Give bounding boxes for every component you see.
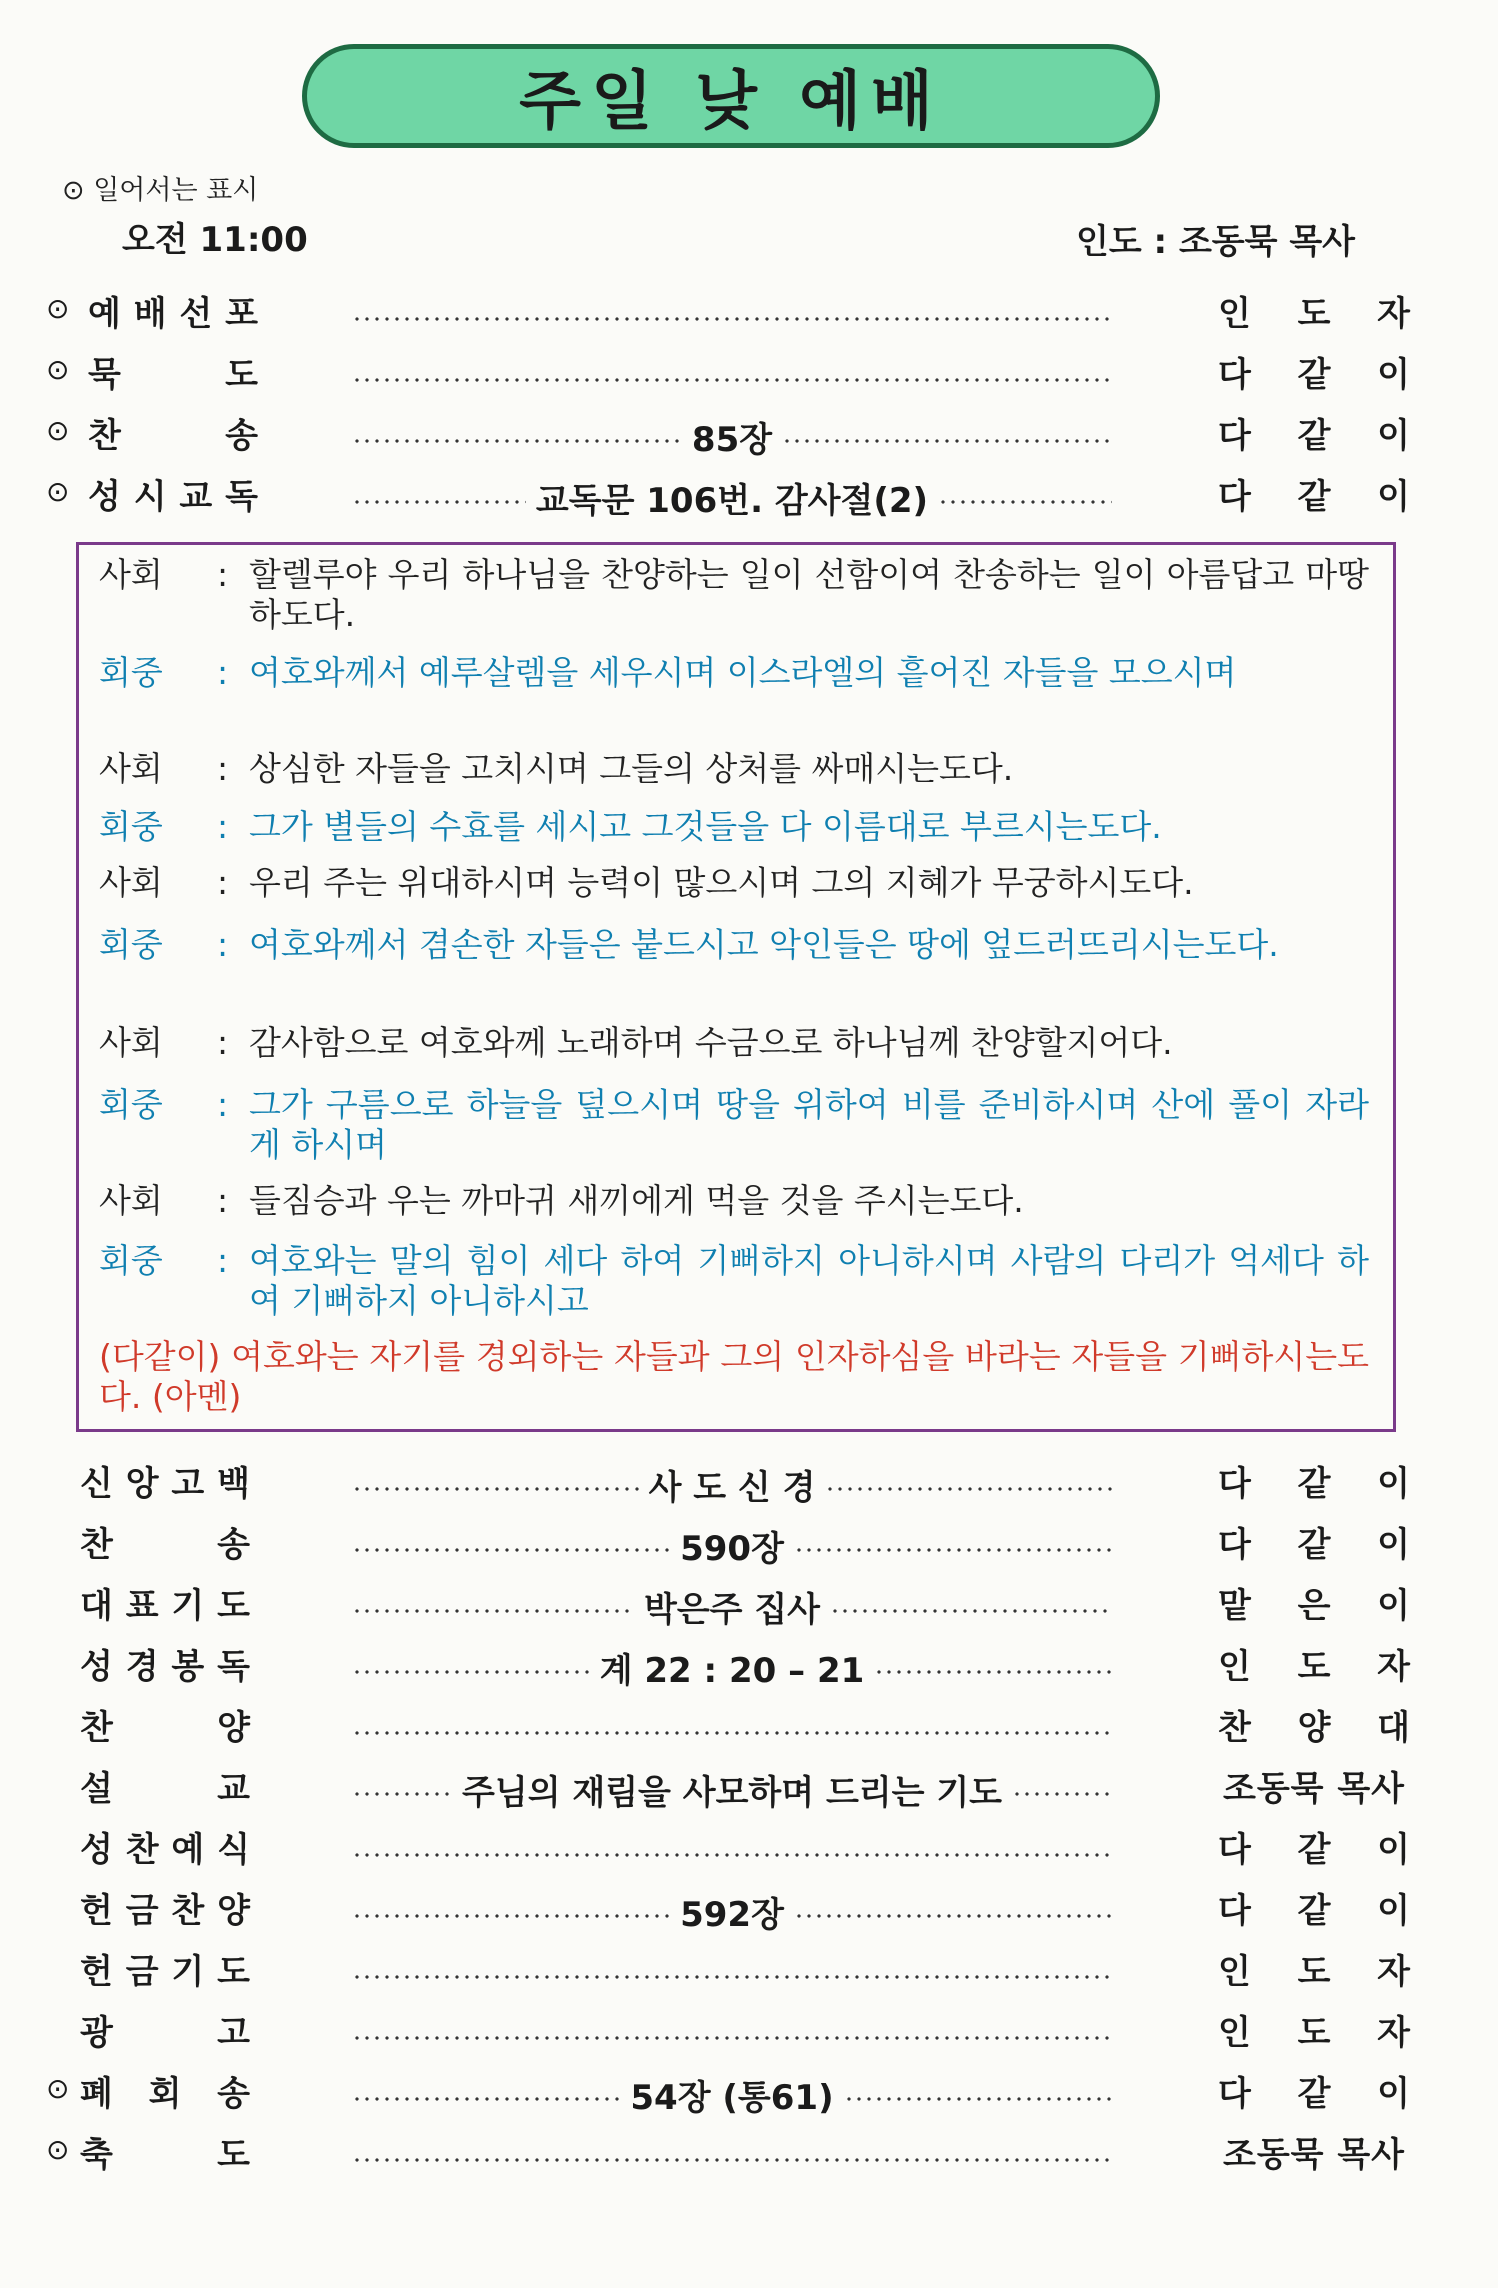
reading-colon: : [217,653,229,692]
dot-leader [352,2097,620,2101]
dot-leader [1012,1792,1112,1796]
dot-leader [352,2158,1112,2162]
title-banner [302,44,1160,148]
reading-text: 할렐루야 우리 하나님을 찬양하는 일이 선함이여 찬송하는 일이 아름답고 마땅하도다. [249,555,1369,634]
order-detail-text: 박은주 집사 [643,1589,821,1630]
standing-mark-icon: ⊙ [46,2072,70,2105]
order-responsible: 인 도 자 [1218,1647,1410,1687]
dot-leader [352,1609,634,1613]
reading-text: 들짐승과 우는 까마귀 새끼에게 먹을 것을 주시는도다. [249,1181,1024,1220]
reading-text: 여호와께서 예루살렘을 세우시며 이스라엘의 흩어진 자들을 모으시며 [249,653,1237,692]
reading-text: 여호와는 말의 힘이 세다 하여 기뻐하지 아니하시며 사람의 다리가 억세다 하여 기뻐하지 아니하시고 [249,1241,1369,1320]
order-row [0,2127,1498,2183]
order-responsible: 다 같 이 [1218,416,1410,456]
standing-mark-icon: ⊙ [46,475,70,508]
order-responsible: 다 같 이 [1218,1830,1410,1870]
order-detail [352,408,1112,464]
order-responsible: 인 도 자 [1218,1952,1410,1992]
order-detail [352,1944,1112,2000]
order-row [0,2005,1498,2061]
order-label: 성 찬 예 식 [80,1830,250,1870]
reading-text: 감사함으로 여호와께 노래하며 수금으로 하나님께 찬양할지어다. [249,1023,1173,1062]
reading-speaker: 회중 [99,1085,163,1124]
order-row [0,469,1498,525]
order-responsible: 다 같 이 [1218,2074,1410,2114]
order-detail [352,469,1112,525]
reading-speaker: 사회 [99,1023,163,1062]
order-detail-text: 592장 [680,1894,784,1935]
reading-speaker: 사회 [99,1181,163,1220]
order-detail-text: 계 22 : 20 – 21 [599,1650,865,1691]
order-detail-text: 교독문 106번. 감사절(2) [535,480,929,521]
order-detail [352,1578,1112,1634]
dot-leader [352,1975,1112,1979]
order-label: 예 배 선 포 [88,294,258,334]
order-detail [352,2127,1112,2183]
dot-leader [352,1914,670,1918]
reading-text: 상심한 자들을 고치시며 그들의 상처를 싸매시는도다. [249,749,1014,788]
reading-colon: : [217,807,229,846]
reading-colon: : [217,1181,229,1220]
dot-leader [352,317,1112,321]
order-row [0,1517,1498,1573]
standing-mark-icon: ⊙ [46,2133,70,2166]
dot-leader [844,2097,1112,2101]
dot-leader [825,1487,1112,1491]
dot-leader [352,439,682,443]
order-detail [352,1517,1112,1573]
reading-colon: : [217,1241,229,1280]
order-detail [352,1761,1112,1817]
standing-mark-icon: ⊙ [46,292,70,325]
reading-colon: : [217,1023,229,1062]
order-row [0,1700,1498,1756]
reading-text: 그가 구름으로 하늘을 덮으시며 땅을 위하여 비를 준비하시며 산에 풀이 자라게 하시며 [249,1085,1369,1164]
order-responsible: 다 같 이 [1218,1464,1410,1504]
reading-colon: : [217,555,229,594]
order-row [0,1883,1498,1939]
order-label: 폐 회 송 [80,2074,250,2114]
order-detail [352,347,1112,403]
order-row [0,286,1498,342]
dot-leader [352,2036,1112,2040]
service-time: 오전 11:00 [122,220,308,260]
reading-speaker: 사회 [99,749,163,788]
dot-leader [352,1487,639,1491]
order-detail [352,286,1112,342]
order-row [0,2066,1498,2122]
order-row [0,1944,1498,2000]
reading-text: 우리 주는 위대하시며 능력이 많으시며 그의 지혜가 무궁하시도다. [249,863,1194,902]
order-row [0,1761,1498,1817]
standing-mark-icon: ⊙ [46,353,70,386]
order-detail-text: 85장 [691,419,773,460]
order-detail-text: 54장 (통61) [630,2077,834,2118]
order-responsible: 다 같 이 [1218,477,1410,517]
order-label: 성 경 봉 독 [80,1647,250,1687]
order-row [0,1822,1498,1878]
reading-speaker: 회중 [99,925,163,964]
order-detail [352,1883,1112,1939]
order-label: 찬 송 [80,1525,250,1565]
order-label: 신 앙 고 백 [80,1464,250,1504]
order-responsible: 찬 양 대 [1218,1708,1410,1748]
order-responsible: 맡 은 이 [1218,1586,1410,1626]
dot-leader [352,1853,1112,1857]
standing-mark-icon: ⊙ [46,414,70,447]
standing-note: ⊙ 일어서는 표시 [62,175,259,206]
order-detail [352,2066,1112,2122]
order-row [0,408,1498,464]
responsive-reading-box [76,542,1396,1432]
order-label: 성 시 교 독 [88,477,258,517]
order-detail [352,1639,1112,1695]
order-label: 묵 도 [88,355,258,395]
reading-colon: : [217,1085,229,1124]
reading-speaker: 회중 [99,1241,163,1280]
order-row [0,1456,1498,1512]
reading-text: 그가 별들의 수효를 세시고 그것들을 다 이름대로 부르시는도다. [249,807,1162,846]
reading-text: 여호와께서 겸손한 자들은 붙드시고 악인들은 땅에 엎드러뜨리시는도다. [249,925,1279,964]
order-detail [352,1822,1112,1878]
order-responsible: 조동묵 목사 [1222,2135,1406,2175]
order-detail [352,2005,1112,2061]
order-responsible: 인 도 자 [1218,294,1410,334]
reading-text: (다같이) 여호와는 자기를 경외하는 자들과 그의 인자하심을 바라는 자들을 기뻐하시는도다. (아멘) [99,1337,1369,1416]
dot-leader [794,1548,1112,1552]
dot-leader [782,439,1112,443]
order-label: 헌 금 찬 양 [80,1891,250,1931]
order-detail [352,1700,1112,1756]
dot-leader [352,1731,1112,1735]
dot-leader [352,1792,452,1796]
dot-leader [352,1670,590,1674]
order-responsible: 다 같 이 [1218,1525,1410,1565]
order-label: 광 고 [80,2013,250,2053]
order-label: 설 교 [80,1769,250,1809]
order-label: 찬 양 [80,1708,250,1748]
reading-speaker: 회중 [99,653,163,692]
order-detail-text: 주님의 재림을 사모하며 드리는 기도 [462,1772,1003,1813]
dot-leader [352,378,1112,382]
order-responsible: 조동묵 목사 [1222,1769,1406,1809]
service-leader: 인도 : 조동묵 목사 [1076,222,1356,262]
dot-leader [352,1548,670,1552]
order-detail-text: 사 도 신 경 [648,1467,816,1508]
order-responsible: 다 같 이 [1218,355,1410,395]
order-label: 축 도 [80,2135,250,2175]
order-label: 찬 송 [88,416,258,456]
order-responsible: 다 같 이 [1218,1891,1410,1931]
order-detail-text: 590장 [680,1528,784,1569]
order-row [0,1578,1498,1634]
reading-speaker: 회중 [99,807,163,846]
order-detail [352,1456,1112,1512]
order-responsible: 인 도 자 [1218,2013,1410,2053]
reading-colon: : [217,925,229,964]
page-title: 주일 낮 예배 [519,65,943,139]
dot-leader [352,500,526,504]
dot-leader [794,1914,1112,1918]
order-row [0,1639,1498,1695]
dot-leader [830,1609,1112,1613]
reading-colon: : [217,863,229,902]
reading-colon: : [217,749,229,788]
order-label: 대 표 기 도 [80,1586,250,1626]
reading-speaker: 사회 [99,555,163,594]
dot-leader [938,500,1112,504]
reading-speaker: 사회 [99,863,163,902]
order-row [0,347,1498,403]
order-label: 헌 금 기 도 [80,1952,250,1992]
dot-leader [874,1670,1112,1674]
